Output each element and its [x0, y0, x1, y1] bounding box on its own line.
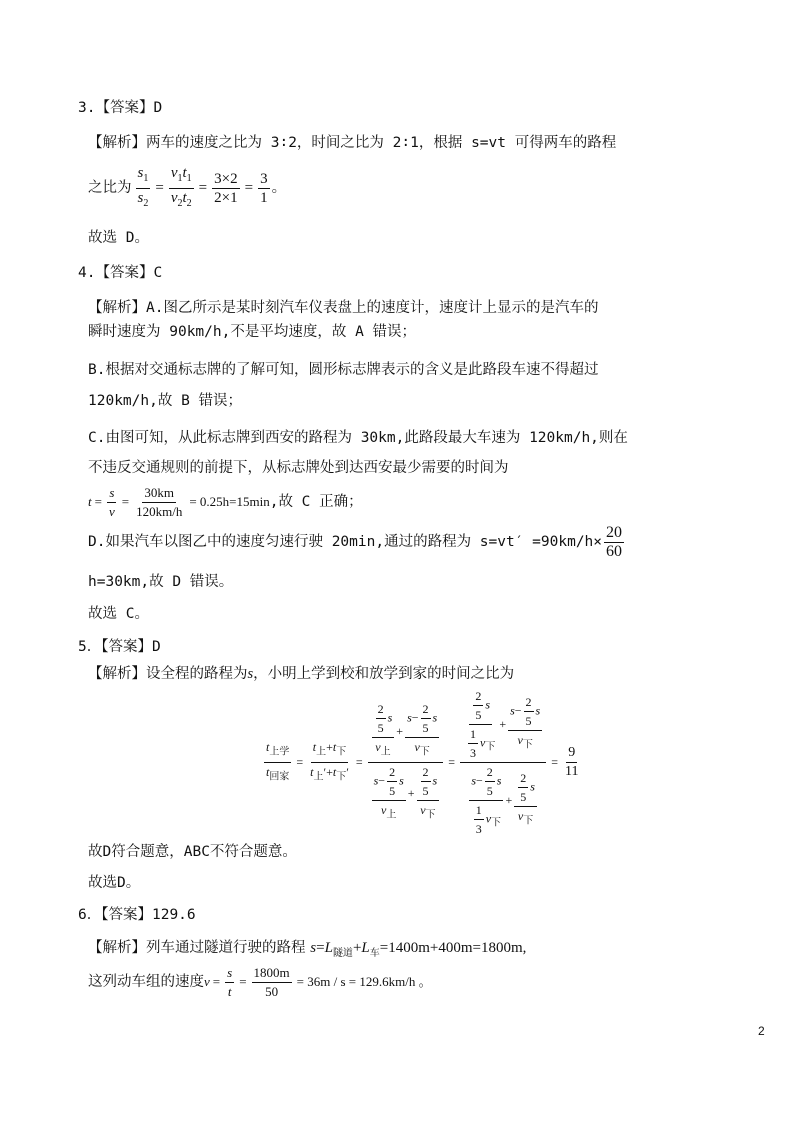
q6-speed-text: 这列动车组的速度 — [88, 974, 204, 990]
q6-speed-result: = 36m / s = 129.6km/h 。 — [296, 974, 432, 989]
fraction-substituted-expression: $\frac{2}{5}$ s $\frac{1}{3}$ $v_下$ + s− $\frac{2}{5}$ s $v_下$ s− $\frac{2}{5}$ s $\frac{1}{3}$ $v_下$ + $\frac{2}{5}$ s $v_下$ — [460, 687, 546, 838]
q3-ratio-end: 。 — [271, 180, 287, 196]
q5-result: 故D符合题意，ABC不符合题意。 — [88, 844, 297, 860]
q4-option-a-line1: 【解析】A.图乙所示是某时刻汽车仪表盘上的速度计，速度计上显示的是汽车的 — [88, 300, 599, 316]
q4-option-d-line2: h=30km,故 D 错误。 — [88, 574, 234, 590]
fraction-20-60: $\frac{20}{60}$ — [606, 523, 623, 560]
fraction-30km-120kmh: $\frac{30km}{120km/h}$ — [136, 484, 183, 519]
q6-path-value: =1400m+400m=1800m, — [379, 940, 527, 956]
q4-option-a-line2: 瞬时速度为 90km/h,不是平均速度，故 A 错误； — [88, 324, 417, 340]
q5-analysis-tail: ，小明上学到校和放学到家的时间之比为 — [253, 666, 515, 682]
fraction-s-v: $\frac{s}{v}$ — [108, 484, 115, 519]
fraction-t-go-t-return: $\frac{t_{上学}}{t_{回家}}$ — [266, 740, 290, 782]
q4-option-d-line1 — [88, 520, 626, 564]
q4-option-b-line2: 120km/h,故 B 错误； — [88, 393, 243, 409]
q3-analysis-line: 【解析】两车的速度之比为 3∶2，时间之比为 2∶1，根据 s=vt 可得两车的路程 — [88, 135, 617, 151]
q6-analysis-line2: 这列动车组的速度 v = $\frac{s}{t}$ = $\frac{1800m}{50}$ = 36m / s = 129.6km/h 。 — [88, 964, 432, 999]
q4-option-c-line2: 不违反交通规则的前提下，从标志牌处到达西安最少需要的时间为 — [88, 460, 509, 476]
q4-option-c-line3: ,故 C 正确； — [269, 494, 363, 510]
q3-answer-heading: 3.【答案】D — [78, 100, 163, 116]
q6-path-formula: $s=L_{隧道}+L_车$ — [310, 940, 380, 959]
q5-analysis-line — [88, 664, 514, 684]
q4-conclusion: 故选 C。 — [88, 606, 149, 622]
q6-analysis-text: 【解析】列车通过隧道行驶的路程 — [88, 940, 306, 956]
page-number: 2 — [758, 1024, 765, 1038]
q6-analysis-line1 — [88, 937, 526, 964]
q5-time-ratio-formula: $\frac{t_{上学}}{t_{回家}}$ = $\frac{t_上+t_下}{t_上'+t_下'}$ = $\frac{2}{5}$ s $v_上$ + s− $\frac{2}{5}$ s $v_下$ s− $\frac{2}{5}$ s $v_上$ + $\frac{2}{5}$ s $v_下$ = $\frac{2}{5}$ s $\frac{1}{3}$ $v_下$ + s− $\frac{2}{5}$ s $v_下$ s− $\frac{2}{5}$ s $\frac{1}{3}$ $v_下$ + $\frac{2}{5}$ s $v_下$ = $\frac{9}{11}$ — [266, 688, 579, 836]
fraction-1800m-50: $\frac{1800m}{50}$ — [253, 964, 290, 999]
q4-option-d-text: D.如果汽车以图乙中的速度匀速行驶 20min,通过的路程为 s=vt′ =90km/h× — [88, 534, 603, 550]
q3-conclusion: 故选 D。 — [88, 230, 149, 246]
q5-conclusion: 故选D。 — [88, 875, 141, 891]
q5-analysis-text: 【解析】设全程的路程为 — [88, 666, 248, 682]
q4-time-formula: t = $\frac{s}{v}$ = $\frac{30km}{120km/h}$ = 0.25h=15min ,故 C 正确； — [88, 484, 363, 519]
fraction-s-t: $\frac{s}{t}$ — [227, 964, 233, 999]
fraction-9-11: $\frac{9}{11}$ — [565, 744, 579, 779]
q6-answer-heading: 6．【答案】129.6 — [78, 907, 196, 923]
q3-ratio-prefix: 之比为 — [88, 180, 132, 196]
q5-answer-heading: 5．【答案】D — [78, 639, 161, 655]
fraction-speeds-expression: $\frac{2}{5}$ s $v_上$ + s− $\frac{2}{5}$ s $v_下$ s− $\frac{2}{5}$ s $v_上$ + $\frac{2}{5}$ s $v_下$ — [368, 700, 444, 824]
fraction-3-1: $\frac{3}{1}$ — [260, 170, 268, 206]
q4-formula-result: = 0.25h=15min — [189, 494, 270, 509]
q4-answer-heading: 4.【答案】C — [78, 265, 163, 281]
fraction-sum-times: $\frac{t_上+t_下}{t_上'+t_下'}$ — [310, 740, 349, 782]
q5-variable-s: s — [247, 666, 254, 682]
q4-option-c-line1: C.由图可知，从此标志牌到西安的路程为 30km,此路段最大车速为 120km/h,则在 — [88, 430, 628, 446]
fraction-v1t1-v2t2: $\frac{v_1t_1}{v_2t_2}$ — [170, 164, 192, 209]
fraction-s1-s2: $\frac{s_1}{s_2}$ — [137, 164, 149, 209]
fraction-3x2-2x1: $\frac{3\times 2}{2\times 1}$ — [214, 170, 238, 206]
q4-option-b-line1: B.根据对交通标志牌的了解可知，圆形标志牌表示的含义是此路段车速不得超过 — [88, 362, 599, 378]
q3-ratio-formula: 之比为 $\frac{s_1}{s_2}$ = $\frac{v_1t_1}{v_2t_2}$ = $\frac{3\times 2}{2\times 1}$ = $\frac{3}{1}$ 。 — [88, 168, 286, 208]
